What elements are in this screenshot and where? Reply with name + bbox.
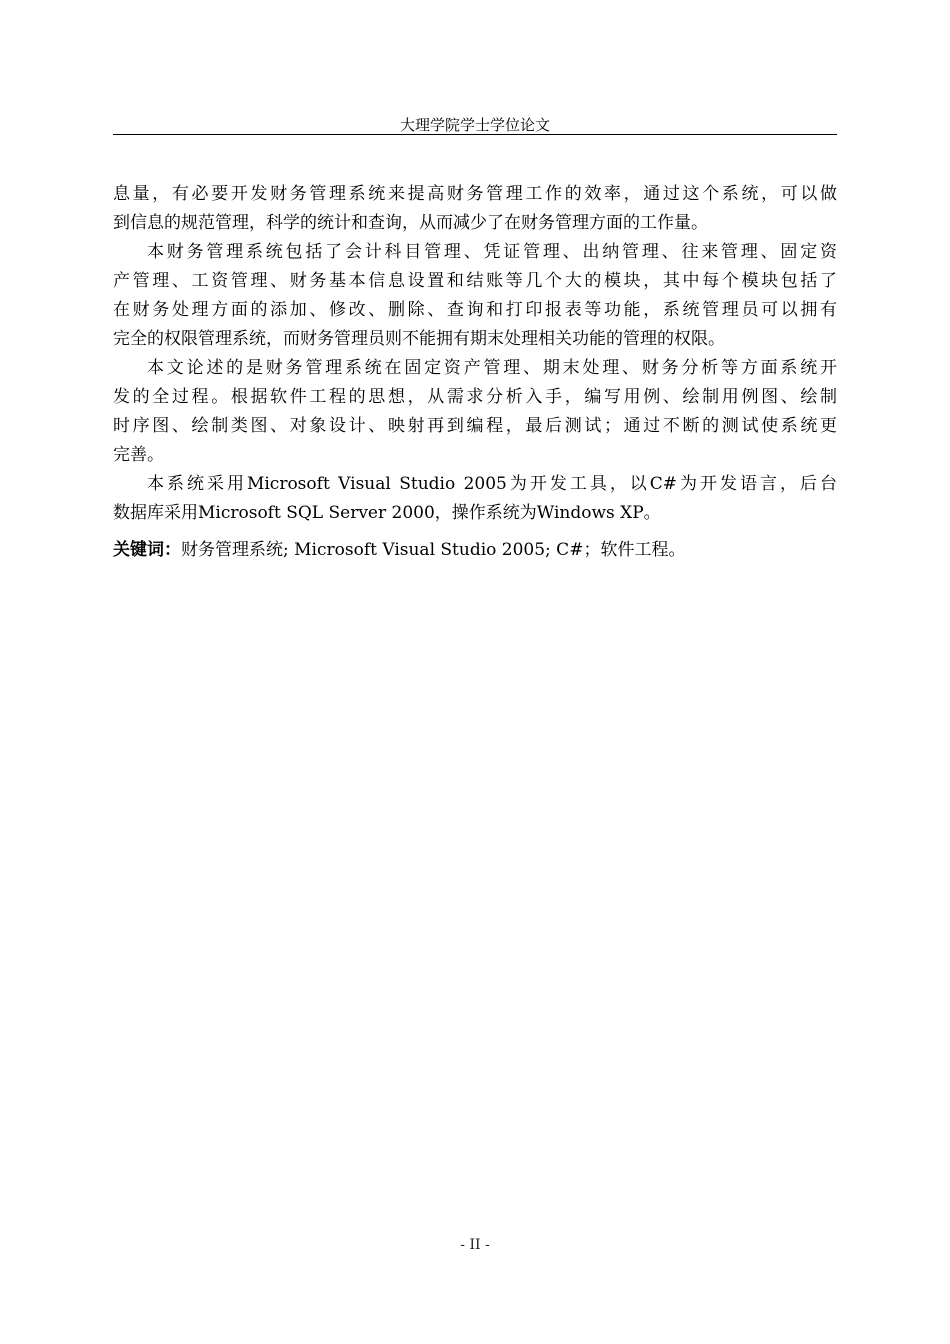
- paragraph-line: 完全的权限管理系统，而财务管理员则不能拥有期末处理相关功能的管理的权限。: [113, 329, 725, 349]
- paragraph-line: 时序图、绘制类图、对象设计、映射再到编程，最后测试；通过不断的测试使系统更: [113, 416, 837, 436]
- paragraph-line: 在财务处理方面的添加、修改、删除、查询和打印报表等功能，系统管理员可以拥有: [113, 300, 837, 320]
- paragraph-line: 完善。: [113, 445, 164, 465]
- paragraph-line: 本文论述的是财务管理系统在固定资产管理、期末处理、财务分析等方面系统开: [147, 358, 837, 378]
- paragraph-line: 息量，有必要开发财务管理系统来提高财务管理工作的效率，通过这个系统，可以做: [113, 184, 837, 204]
- header-divider: [113, 134, 837, 135]
- abstract-body: [113, 180, 837, 528]
- paragraph-line: 本系统采用Microsoft Visual Studio 2005为开发工具，以C#为开发语言，后台: [147, 474, 837, 494]
- keywords-line: [113, 536, 837, 565]
- paragraph-line: 本财务管理系统包括了会计科目管理、凭证管理、出纳管理、往来管理、固定资: [147, 242, 837, 262]
- page-number: - II -: [460, 1237, 490, 1253]
- paragraph-line: 发的全过程。根据软件工程的思想，从需求分析入手，编写用例、绘制用例图、绘制: [113, 387, 837, 407]
- paragraph-line: 数据库采用Microsoft SQL Server 2000，操作系统为Windows XP。: [113, 503, 661, 523]
- running-header-title: 大理学院学士学位论文: [399, 116, 550, 134]
- keywords-text: 财务管理系统; Microsoft Visual Studio 2005; C#；软件工程。: [181, 540, 686, 560]
- paragraph-line: 到信息的规范管理，科学的统计和查询，从而减少了在财务管理方面的工作量。: [113, 213, 708, 233]
- keywords-label: 关键词：: [113, 540, 181, 560]
- paragraph-line: 产管理、工资管理、财务基本信息设置和结账等几个大的模块，其中每个模块包括了: [113, 271, 837, 291]
